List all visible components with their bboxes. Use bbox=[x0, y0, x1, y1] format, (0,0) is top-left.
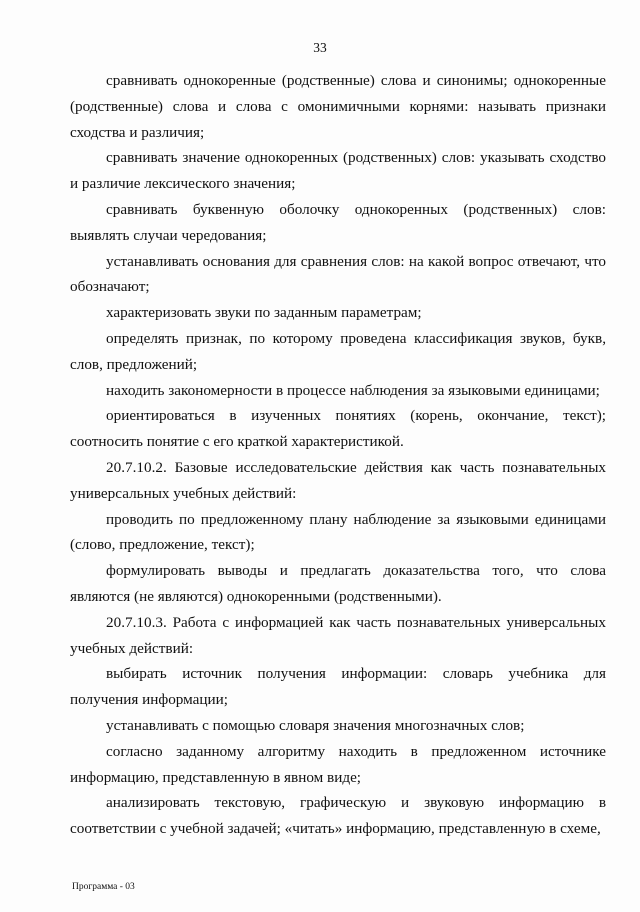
paragraph: сравнивать однокоренные (родственные) слова и синонимы; однокоренные (родственные) слова и слова с омонимичными корнями: называть признаки сходства и различия; bbox=[70, 72, 606, 141]
body-text bbox=[70, 68, 606, 842]
paragraph: формулировать выводы и предлагать доказательства того, что слова являются (не являются) однокоренными (родственными). bbox=[70, 562, 606, 605]
paragraph: характеризовать звуки по заданным параметрам; bbox=[106, 304, 422, 322]
paragraph: устанавливать основания для сравнения слов: на какой вопрос отвечают, что обозначают; bbox=[70, 252, 606, 296]
paragraph: ориентироваться в изученных понятиях (корень, окончание, текст); соотносить понятие с его краткой характеристикой. bbox=[70, 407, 606, 451]
section-heading-20-7-10-2: 20.7.10.2. Базовые исследовательские действия как часть познавательных универсальных учебных действий: bbox=[70, 458, 606, 502]
paragraph: сравнивать буквенную оболочку однокоренных (родственных) слов: выявлять случаи чередования; bbox=[70, 200, 606, 244]
paragraph: находить закономерности в процессе наблюдения за языковыми единицами; bbox=[106, 381, 600, 399]
paragraph: проводить по предложенному плану наблюдение за языковыми единицами (слово, предложение, текст); bbox=[70, 510, 606, 554]
paragraph: сравнивать значение однокоренных (родственных) слов: указывать сходство и различие лексического значения; bbox=[70, 149, 606, 193]
paragraph: выбирать источник получения информации: словарь учебника для получения информации; bbox=[70, 665, 606, 709]
page-number: 33 bbox=[313, 40, 327, 55]
paragraph: устанавливать с помощью словаря значения многозначных слов; bbox=[106, 716, 525, 734]
section-heading-20-7-10-3: 20.7.10.3. Работа с информацией как часть познавательных универсальных учебных действий: bbox=[70, 613, 606, 657]
page-footer: Программа - 03 bbox=[72, 882, 135, 892]
paragraph: согласно заданному алгоритму находить в предложенном источнике информацию, представленную в явном виде; bbox=[70, 742, 606, 786]
paragraph: анализировать текстовую, графическую и звуковую информацию в соответствии с учебной задачей; «читать» информацию, представленную в схеме, bbox=[70, 794, 606, 838]
paragraph: определять признак, по которому проведена классификация звуков, букв, слов, предложений; bbox=[70, 329, 606, 373]
